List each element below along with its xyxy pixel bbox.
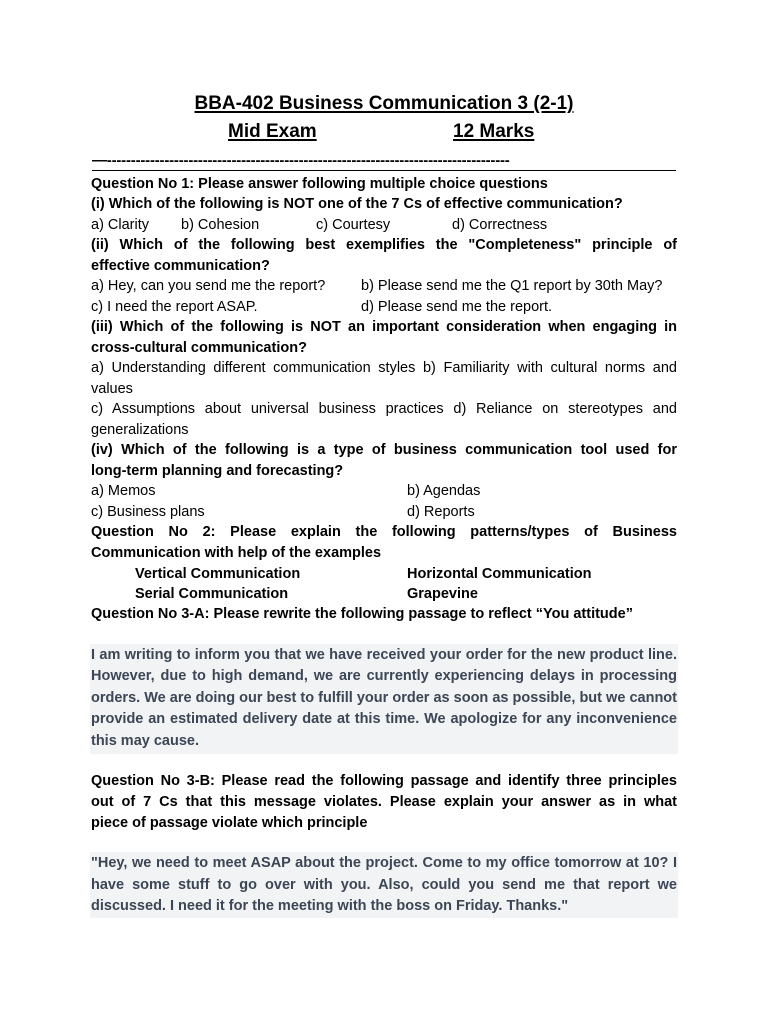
q1-iv-option-d: d) Reports bbox=[407, 504, 475, 520]
q3a-heading: Question No 3-A: Please rewrite the following passage to reflect “You attitude” bbox=[91, 606, 633, 622]
divider-rule bbox=[92, 170, 676, 171]
q3a-passage bbox=[90, 644, 678, 754]
dashed-divider: —------------------------------------------------------------------------------------ bbox=[92, 152, 510, 169]
q2-type-horizontal: Horizontal Communication bbox=[407, 566, 592, 582]
q1-i-question: (i) Which of the following is NOT one of the 7 Cs of effective communication? bbox=[91, 196, 623, 212]
q1-i-option-d: d) Correctness bbox=[452, 217, 548, 233]
q3b-heading: Question No 3-B: Please read the following passage and identify three principles bbox=[91, 773, 677, 789]
q2-type-grapevine: Grapevine bbox=[407, 586, 478, 602]
q1-iii-options-cd: c) Assumptions about universal business practices d) Reliance on stereotypes and bbox=[91, 401, 677, 417]
q3b-passage-line: have some stuff to go over with you. Also, could you send me that report we bbox=[91, 877, 677, 893]
course-title: BBA-402 Business Communication 3 (2-1) bbox=[194, 93, 574, 114]
q1-iii-question-cont: cross-cultural communication? bbox=[91, 340, 307, 356]
q3a-passage-line: provide an estimated delivery date at this time. We apologize for any inconvenience bbox=[91, 711, 677, 727]
q1-iv-question: (iv) Which of the following is a type of business communication tool used for bbox=[91, 442, 677, 458]
q1-i-option-a: a) Clarity bbox=[91, 217, 150, 233]
q1-iv-option-a: a) Memos bbox=[91, 483, 156, 499]
q1-iii-options-cd-cont: generalizations bbox=[91, 422, 189, 438]
q1-iv-option-c: c) Business plans bbox=[91, 504, 205, 520]
q1-i-option-b: b) Cohesion bbox=[181, 217, 260, 233]
q1-iv-option-b: b) Agendas bbox=[407, 483, 481, 499]
q3b-passage-line: "Hey, we need to meet ASAP about the project. Come to my office tomorrow at 10? I bbox=[91, 855, 677, 871]
q3b-passage-line: discussed. I need it for the meeting with the boss on Friday. Thanks." bbox=[91, 898, 569, 914]
q2-heading-cont: Communication with help of the examples bbox=[91, 545, 382, 561]
q1-ii-question: (ii) Which of the following best exemplifies the "Completeness" principle of bbox=[91, 237, 677, 253]
q1-heading: Question No 1: Please answer following multiple choice questions bbox=[91, 176, 548, 192]
q1-i-option-c: c) Courtesy bbox=[316, 217, 391, 233]
q3a-passage-line: I am writing to inform you that we have received your order for the new product line. bbox=[91, 647, 677, 663]
exam-type: Mid Exam bbox=[228, 121, 317, 142]
q3b-passage bbox=[90, 852, 678, 918]
q1-ii-option-c: c) I need the report ASAP. bbox=[91, 299, 258, 315]
q1-ii-option-d: d) Please send me the report. bbox=[361, 299, 553, 315]
q1-iii-options-ab-cont: values bbox=[91, 381, 133, 397]
q2-type-vertical: Vertical Communication bbox=[135, 566, 301, 582]
q1-iv-question-cont: long-term planning and forecasting? bbox=[91, 463, 344, 479]
q1-iii-options-ab: a) Understanding different communication styles b) Familiarity with cultural norms and bbox=[91, 360, 677, 376]
q1-ii-option-a: a) Hey, can you send me the report? bbox=[91, 278, 326, 294]
q1-iii-question: (iii) Which of the following is NOT an important consideration when engaging in bbox=[91, 319, 677, 335]
q3a-passage-line: orders. We are doing our best to fulfill your order as soon as possible, but we cannot bbox=[91, 690, 677, 706]
q3b-heading-cont: out of 7 Cs that this message violates. Please explain your answer as in what bbox=[91, 794, 677, 810]
q2-type-serial: Serial Communication bbox=[135, 586, 289, 602]
q3a-passage-line: this may cause. bbox=[91, 733, 199, 749]
total-marks: 12 Marks bbox=[453, 121, 535, 142]
q3b-heading-cont: piece of passage violate which principle bbox=[91, 815, 368, 831]
q3a-passage-line: However, due to high demand, we are currently experiencing delays in processing bbox=[91, 668, 677, 684]
q1-ii-option-b: b) Please send me the Q1 report by 30th May? bbox=[361, 278, 663, 294]
q1-ii-question-cont: effective communication? bbox=[91, 258, 270, 274]
q2-heading: Question No 2: Please explain the following patterns/types of Business bbox=[91, 524, 677, 540]
